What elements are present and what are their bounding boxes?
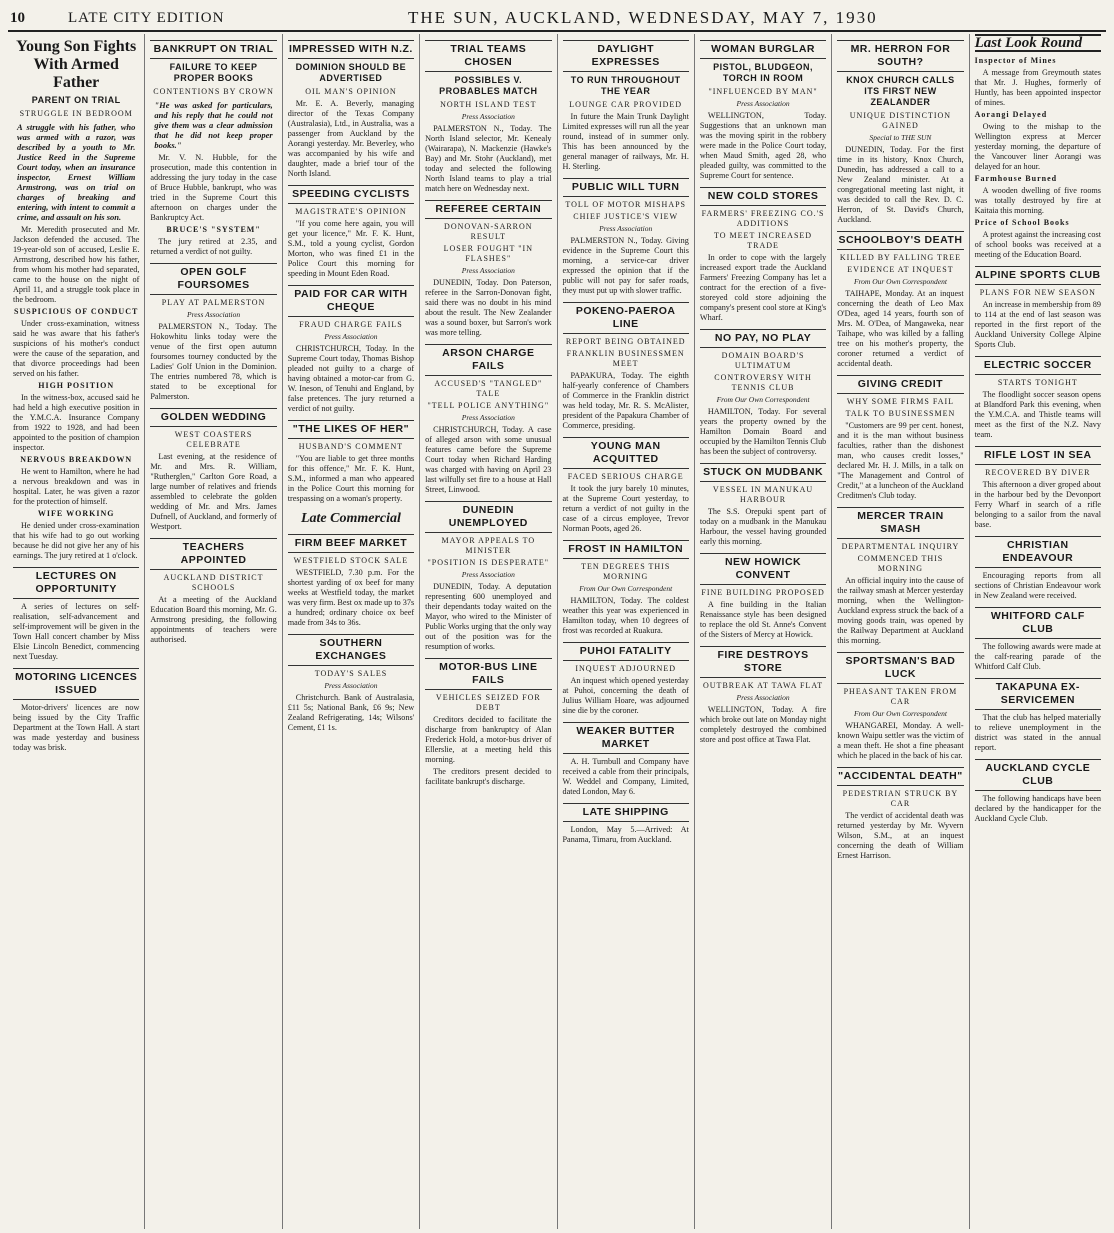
- body-text: PAPAKURA, Today. The eighth half-yearly conference of Chambers of Commerce in the Franklin district was held today, Mr. R. S. McAlister, president of the Papakura Chamber of Commerce, presiding.: [562, 371, 689, 430]
- subheading: BRUCE'S "SYSTEM": [166, 225, 261, 234]
- byline: Press Association: [186, 310, 241, 319]
- subheading: LOSER FOUGHT "IN FLASHES": [443, 244, 533, 263]
- body-text: The verdict of accidental death was returned yesterday by Mr. Wyvern Wilson, S.M., at an inquest concerning the death of William Ernest Harrison.: [837, 811, 964, 860]
- column-6: [695, 34, 832, 1229]
- headline: IMPRESSED WITH N.Z.: [288, 40, 414, 59]
- subheading: PARENT ON TRIAL: [31, 95, 121, 105]
- headline: BANKRUPT ON TRIAL: [150, 40, 276, 59]
- subheading: FACED SERIOUS CHARGE: [567, 472, 684, 481]
- article-motor-bus: [425, 658, 551, 787]
- subheading: "INFLUENCED BY MAN": [708, 87, 818, 96]
- subheading: "POSITION IS DESPERATE": [427, 558, 550, 567]
- article-mudbank: [700, 463, 826, 547]
- subheading: REPORT BEING OBTAINED: [565, 337, 686, 346]
- subheading: OUTBREAK AT TAWA FLAT: [703, 681, 824, 690]
- body-text: DUNEDIN, Today. A deputation representing 600 unemployed and their dependants today waited on the Mayor, who wired to the Minister of Public Works urging that the only way out of the position was for the resumption of works.: [425, 582, 552, 651]
- body-text: The following handicaps have been declared by the handicapper for the Auckland Cycle Club.: [974, 794, 1101, 823]
- body-text: An inquest which opened yesterday at Puhoi, concerning the death of Julius William Hoare, was adjourned sine die by the coroner.: [562, 676, 689, 715]
- headline: Young Son Fights With Armed Father: [16, 38, 137, 91]
- subheading: CONTENTIONS BY CROWN: [153, 87, 274, 96]
- article-accidental-death: [837, 767, 963, 861]
- article-herron: [837, 40, 963, 225]
- article-soccer: [975, 356, 1101, 440]
- byline: Special to THE SUN: [869, 133, 932, 142]
- columns: [8, 34, 1106, 1229]
- article-daylight: [563, 40, 689, 172]
- subheading: TEN DEGREES THIS MORNING: [581, 562, 671, 581]
- article-no-pay: [700, 329, 826, 457]
- byline: From Our Own Correspondent: [716, 395, 810, 404]
- body-text: DUNEDIN, Today. For the first time in its history, Knox Church, Dunedin, has addressed a call to a New Zealand minister. At a congregational meeting last night, it was decided to call the Rev. D. C. Herron, of St. David's Church, Auckland.: [837, 145, 964, 224]
- body-text: A message from Greymouth states that Mr. J. Hughes, formerly of Huntly, has been appointed inspector of mines.: [974, 68, 1101, 107]
- subheading: OIL MAN'S OPINION: [305, 87, 397, 96]
- article-alpine: [975, 266, 1101, 350]
- subheading: PISTOL, BLUDGEON, TORCH IN ROOM: [713, 62, 813, 83]
- article-arson: [425, 344, 551, 495]
- body-text: Mr. E. A. Beverly, managing director of the Texas Company (Australasia), Ltd., in Australia, was a passenger from Auckland by the Aorangi yesterday. Mr. Beverley, who was accompanied by his wife and daughter, made a brief tour of the North Island.: [287, 99, 415, 178]
- newspaper-title: THE SUN, AUCKLAND, WEDNESDAY, MAY 7, 1930: [408, 8, 878, 27]
- subheading: Aorangi Delayed: [974, 110, 1048, 119]
- subheading: WIFE WORKING: [37, 509, 115, 518]
- column-8: [970, 34, 1106, 1229]
- headline: REFEREE CERTAIN: [425, 200, 551, 219]
- subheading: PLANS FOR NEW SEASON: [979, 288, 1096, 297]
- body-text: The creditors present decided to facilitate bankrupt's discharge.: [425, 767, 552, 786]
- subheading: ACCUSED'S "TANGLED" TALE: [434, 379, 543, 398]
- byline: Press Association: [324, 681, 378, 690]
- byline: Press Association: [461, 570, 515, 579]
- article-trial-teams: [425, 40, 551, 194]
- subheading: Farmhouse Burned: [974, 174, 1058, 183]
- body-text: He went to Hamilton, where he had a nervous breakdown and was in hospital. Later, he was given a razor for the protection of himself.: [13, 467, 140, 506]
- body-text: It took the jury barely 10 minutes, at the Supreme Court yesterday, to return a verdict of not guilty in the case of a circus employee, Trevor Norman Poots, aged 26.: [562, 484, 689, 533]
- body-text: The jury retired at 2.35, and returned a verdict of not guilty.: [150, 237, 277, 256]
- article-cheque: [288, 285, 414, 414]
- subheading: INQUEST ADJOURNED: [575, 664, 676, 673]
- byline: From Our Own Correspondent: [579, 584, 673, 593]
- headline: PUHOI FATALITY: [563, 642, 689, 661]
- body-text: WELLINGTON, Today. Suggestions that an unknown man was the moving spirit in the robbery were made in the Police Court today, when Maud Smith, aged 28, who pleaded guilty, was committed to the Supreme Court for sentence.: [699, 111, 827, 180]
- body-text: In future the Main Trunk Daylight Limited expresses will run all the year round, instead of in summer only. This has been announced by the general manager of railways, Mr. H. H. Sterling.: [562, 112, 689, 171]
- masthead: [8, 4, 1106, 32]
- subheading: TODAY'S SALES: [314, 669, 388, 678]
- article-sportsman: [837, 652, 963, 761]
- article-teachers: [150, 538, 276, 645]
- headline: OPEN GOLF FOURSOMES: [150, 263, 276, 295]
- headline: AUCKLAND CYCLE CLUB: [975, 759, 1101, 791]
- article-commercial: [288, 510, 414, 628]
- body-text: PALMERSTON N., Today. Giving evidence in the Supreme Court this morning, a service-car driver expressed the opinion that if the public will not pay for safer roads, they must put up with slower traffic.: [562, 236, 689, 295]
- subheading: UNIQUE DISTINCTION GAINED: [849, 111, 952, 130]
- headline: SCHOOLBOY'S DEATH: [837, 231, 963, 250]
- article-woman-burglar: [700, 40, 826, 181]
- subheading: TOLL OF MOTOR MISHAPS: [565, 200, 687, 209]
- subheading: COMMENCED THIS MORNING: [857, 554, 944, 573]
- headline: FIRE DESTROYS STORE: [700, 646, 826, 678]
- byline: From Our Own Correspondent: [853, 277, 947, 286]
- body-text: A fine building in the Italian Renaissance style has been designed to replace the old St. Anne's Convent of the Sisters of Mercy at Howick.: [699, 600, 827, 639]
- section-heading: Late Commercial: [300, 511, 401, 526]
- headline: DUNEDIN UNEMPLOYED: [425, 501, 551, 533]
- headline: ELECTRIC SOCCER: [975, 356, 1101, 375]
- article-likes-of-her: [288, 420, 414, 504]
- headline: "THE LIKES OF HER": [288, 420, 414, 439]
- subheading: "TELL POLICE ANYTHING": [427, 401, 550, 410]
- byline: Press Association: [324, 332, 378, 341]
- body-text: Mr. V. N. Hubble, for the prosecution, made this contention in addressing the jury today in the case of Bruce Hubble, bankrupt, who was tried in the Supreme Court this afternoon on charges under the Bankruptcy Act.: [150, 153, 277, 222]
- body-text: An increase in membership from 89 to 114 at the end of last season was reported in the first report of the Auckland University College Alpine Sports Club.: [974, 300, 1101, 349]
- body-text: Christchurch. Bank of Australasia, £11 5s; National Bank, £6 9s; New Zealand Refrigerating, 14s; Wilsons' Cement, £1 1s.: [287, 693, 415, 732]
- body-text: London, May 5.—Arrived: At Panama, Timaru, from Auckland.: [562, 825, 689, 844]
- subheading: STRUGGLE IN BEDROOM: [19, 109, 133, 118]
- subheading: KNOX CHURCH CALLS ITS FIRST NEW ZEALANDER: [846, 75, 955, 107]
- column-1: [8, 34, 145, 1229]
- subheading: HUSBAND'S COMMENT: [298, 442, 404, 451]
- lead-paragraph: A struggle with his father, who was armed with a razor, was described by a youth to Mr. Justice Reed in the Supreme Court today, when an insurance inspector, Ernest William Armstrong, was on trial on charges of breaking and entering, with intent to commit a crime, and assault on his son.: [17, 122, 136, 222]
- body-text: CHRISTCHURCH, Today. In the Supreme Court today, Thomas Bishop pleaded not guilty to a charge of having obtained a motor-car from G. W. Ineson, of Tenuhi and England, by false pretences. The jury returned a verdict of not guilty.: [287, 344, 415, 413]
- subheading: TO RUN THROUGHOUT THE YEAR: [570, 75, 681, 96]
- article-exchanges: [288, 634, 414, 733]
- headline: NO PAY, NO PLAY: [700, 329, 826, 348]
- subheading: Inspector of Mines: [974, 56, 1057, 65]
- article-cycle-club: [975, 759, 1101, 824]
- subheading: DONOVAN-SARRON RESULT: [444, 222, 533, 241]
- article-golf: [150, 263, 276, 402]
- body-text: "If you come here again, you will get your licence," Mr. F. K. Hunt, S.M., told a young cyclist, Gordon Morton, who was fined £1 in the Police Court this morning for speeding in Mount Eden Road.: [287, 219, 415, 278]
- subheading: MAGISTRATE'S OPINION: [295, 207, 407, 216]
- edition-label: LATE CITY EDITION: [68, 10, 225, 26]
- subheading: RECOVERED BY DIVER: [985, 468, 1091, 477]
- section-heading: Last Look Round: [975, 34, 1101, 52]
- headline: SOUTHERN EXCHANGES: [288, 634, 414, 666]
- headline: WEAKER BUTTER MARKET: [563, 722, 689, 754]
- headline: WOMAN BURGLAR: [700, 40, 826, 59]
- headline: CHRISTIAN ENDEAVOUR: [975, 536, 1101, 568]
- column-3: [283, 34, 420, 1229]
- subheading: CHIEF JUSTICE'S VIEW: [573, 212, 679, 221]
- headline: FIRM BEEF MARKET: [288, 534, 414, 553]
- headline: FROST IN HAMILTON: [563, 540, 689, 559]
- body-text: That the club has helped materially to relieve unemployment in the district was stated in the annual report.: [974, 713, 1101, 752]
- body-text: HAMILTON, Today. For several years the property owned by the Hamilton Domain Board and occupied by the Hamilton Tennis Club has been the subject of controversy.: [699, 407, 827, 456]
- subheading: PHEASANT TAKEN FROM CAR: [843, 687, 958, 706]
- subheading: MAYOR APPEALS TO MINISTER: [441, 536, 536, 555]
- body-text: Creditors decided to facilitate the discharge from bankruptcy of Alan Frederick Hold, a motor-bus driver of Ellerslie, at a meeting held this morning.: [425, 715, 552, 764]
- subheading: VESSEL IN MANUKAU HARBOUR: [712, 485, 814, 504]
- body-text: A protest against the increasing cost of school books was received at a meeting of the Education Board.: [974, 230, 1101, 259]
- body-text: Mr. Meredith prosecuted and Mr. Jackson defended the accused. The 19-year-old son of accused, Leslie E. Armstrong, described how his father, from whom his mother had separated, came to the house on the night of April 11, and a struggle took place in the bedroom.: [13, 225, 140, 304]
- body-text: A wooden dwelling of five rooms was totally destroyed by fire at Kaitaia this morning.: [974, 186, 1101, 215]
- headline: MR. HERRON FOR SOUTH?: [837, 40, 963, 72]
- headline: WHITFORD CALF CLUB: [975, 607, 1101, 639]
- body-text: WHANGAREI, Monday. A well-known Waipu settler was the victim of a mean theft. He shot a fine pheasant which he placed in the back of his car.: [837, 721, 964, 760]
- body-text: The S.S. Orepuki spent part of today on a mudbank in the Manukau Harbour, the vessel having grounded early this morning.: [699, 507, 827, 546]
- subheading: CONTROVERSY WITH TENNIS CLUB: [714, 373, 812, 392]
- article-bankrupt: [150, 40, 276, 257]
- headline: ALPINE SPORTS CLUB: [975, 266, 1101, 285]
- subheading: LOUNGE CAR PROVIDED: [569, 100, 683, 109]
- body-text: WESTFIELD, 7.30 p.m. For the shortest yarding of ox beef for many weeks at Westfield today, the market was very firm. Best ox made up to 37s a hundred; ordinary choice ox beef made from 34s to 36s.: [287, 568, 415, 627]
- page-number: 10: [10, 10, 25, 26]
- subheading: FINE BUILDING PROPOSED: [701, 588, 825, 597]
- byline: Press Association: [736, 99, 790, 108]
- headline: TAKAPUNA EX-SERVICEMEN: [975, 678, 1101, 710]
- headline: PUBLIC WILL TURN: [563, 178, 689, 197]
- subheading: POSSIBLES V. PROBABLES MATCH: [439, 75, 538, 96]
- subheading: Price of School Books: [974, 218, 1070, 227]
- headline: GIVING CREDIT: [837, 375, 963, 394]
- subheading: STARTS TONIGHT: [997, 378, 1078, 387]
- body-text: The floodlight soccer season opens at Blandford Park this evening, when the Y.M.C.A. and Thistle teams will meet as the first of the N.Z. Navy team.: [974, 390, 1101, 439]
- headline: MOTOR-BUS LINE FAILS: [425, 658, 551, 690]
- subheading: FRANKLIN BUSINESSMEN MEET: [566, 349, 685, 368]
- subheading: WEST COASTERS CELEBRATE: [174, 430, 253, 449]
- article-credit: [837, 375, 963, 501]
- article-takapuna: [975, 678, 1101, 753]
- body-text: "Customers are 99 per cent. honest, and it is the man without business faculties, rather than the dishonest man, who causes credit losses," declared Mr. H. J. Mills, in a talk on "The Management and Control of Credit," at a luncheon of the Auckland Creditmen's Club today.: [837, 421, 964, 500]
- article-acquitted: [563, 437, 689, 534]
- body-text: DUNEDIN, Today. Don Paterson, referee in the Sarron-Donovan fight, said there was no doubt in his mind about the result. The New Zealander was a sound boxer, but Sarron's work was more telling.: [425, 278, 552, 337]
- byline: Press Association: [461, 266, 515, 275]
- column-4: [420, 34, 557, 1229]
- article-young-son: [13, 38, 139, 561]
- headline: GOLDEN WEDDING: [150, 408, 276, 427]
- body-text: PALMERSTON N., Today. The North Island selector, Mr. Kenealy (Wairarapa), N. Mackenzie (Hawke's Bay) and Mr. Stohr (Auckland), met today and selected the following North Island teams to play a trial match here on Wednesday next.: [425, 124, 552, 193]
- article-lectures: [13, 567, 139, 662]
- subheading: FARMERS' FREEZING CO.'S ADDITIONS: [701, 209, 825, 228]
- article-golden-wedding: [150, 408, 276, 532]
- column-2: [145, 34, 282, 1229]
- article-howick: [700, 553, 826, 640]
- body-text: Under cross-examination, witness said he was aware that his father's suspicions of his mother's conduct were the cause of the separation, and that divorce proceedings had been served on his father.: [13, 319, 140, 378]
- body-text: Motor-drivers' licences are now being issued by the City Traffic Department at the Town Hall. A start was made yesterday and business today was brisk.: [13, 703, 140, 752]
- subheading: NORTH ISLAND TEST: [440, 100, 537, 109]
- subheading: HIGH POSITION: [38, 381, 115, 390]
- subheading: TO MEET INCREASED TRADE: [714, 231, 813, 250]
- subheading: DEPARTMENTAL INQUIRY: [841, 542, 960, 551]
- body-text: In the witness-box, accused said he had held a high executive position in the Y.M.C.A. Insurance Company from 1922 to 1928, and had been appointed to the position of champion inspector.: [13, 393, 140, 452]
- headline: SPORTSMAN'S BAD LUCK: [837, 652, 963, 684]
- article-puhoi: [563, 642, 689, 716]
- body-text: Encouraging reports from all sections of Christian Endeavour work in New Zealand were received.: [974, 571, 1101, 600]
- subheading: TALK TO BUSINESSMEN: [845, 409, 956, 418]
- body-text: HAMILTON, Today. The coldest weather this year was experienced in Hamilton today, when 10 degrees of frost was recorded at Ruakura.: [562, 596, 689, 635]
- headline: LATE SHIPPING: [563, 803, 689, 822]
- byline: Press Association: [599, 224, 653, 233]
- headline: TEACHERS APPOINTED: [150, 538, 276, 570]
- headline: POKENO-PAEROA LINE: [563, 302, 689, 334]
- body-text: In order to cope with the largely increased export trade the Auckland Farmers' Freezing Company has let a contract for the erection of a five-storeyed cold store adjoining the company's present cool store at King's Wharf.: [699, 253, 827, 322]
- headline: LECTURES ON OPPORTUNITY: [13, 567, 139, 599]
- body-text: TAIHAPE, Monday. At an inquest concerning the death of Leo Max O'Dea, aged 14 years, fourth son of Mrs. M. O'Dea, of Mangaweka, near Taihape, who was killed by a falling tree on his mother's property, the coroner returned a verdict of accidental death.: [837, 289, 964, 368]
- headline: NEW COLD STORES: [700, 187, 826, 206]
- body-text: A series of lectures on self-realisation, self-advancement and self-improvement will be given in the Town Hall concert chamber by Miss Elsie Lincoln Benedict, commencing next Tuesday.: [13, 602, 140, 661]
- article-cyclists: [288, 185, 414, 279]
- article-pokeno: [563, 302, 689, 431]
- article-referee: [425, 200, 551, 338]
- article-cold-stores: [700, 187, 826, 323]
- article-rifle: [975, 446, 1101, 530]
- subheading: WHY SOME FIRMS FAIL: [846, 397, 955, 406]
- headline: "ACCIDENTAL DEATH": [837, 767, 963, 786]
- subheading: WESTFIELD STOCK SALE: [293, 556, 409, 565]
- headline: MERCER TRAIN SMASH: [837, 507, 963, 539]
- article-calf-club: [975, 607, 1101, 672]
- body-text: Last evening, at the residence of Mr. and Mrs. R. William, "Rutherglen," Carlton Gore Road, a large number of relatives and friends assembled to celebrate the golden wedding of Mr. and Mrs. James Dufnell, of Auckland, and formerly of Westport.: [150, 452, 277, 531]
- subheading: VEHICLES SEIZED FOR DEBT: [435, 693, 541, 712]
- article-shipping: [563, 803, 689, 845]
- byline: Press Association: [736, 693, 790, 702]
- headline: PAID FOR CAR WITH CHEQUE: [288, 285, 414, 317]
- body-text: CHRISTCHURCH, Today. A case of alleged arson with some unusual features came before the Supreme Court today when Richard Harding was charged with having on April 23 last wilfully set fire to a house at Hall Street, Linwood.: [425, 425, 552, 494]
- body-text: Owing to the mishap to the Wellington express at Mercer yesterday morning, the departure of the Vancouver liner Aorangi was delayed for an hour.: [974, 122, 1101, 171]
- body-text: The following awards were made at the calf-rearing parade of the Whitford Calf Club.: [974, 642, 1101, 671]
- column-7: [832, 34, 969, 1229]
- headline: ARSON CHARGE FAILS: [425, 344, 551, 376]
- subheading: FRAUD CHARGE FAILS: [299, 320, 403, 329]
- subheading: PEDESTRIAN STRUCK BY CAR: [842, 789, 959, 808]
- body-text: An official inquiry into the cause of the railway smash at Mercer yesterday morning, when the Wellington-Auckland express struck the back of a moving goods train, was opened by the Railway Department at Auckland this morning.: [837, 576, 964, 645]
- headline: YOUNG MAN ACQUITTED: [563, 437, 689, 469]
- body-text: PALMERSTON N., Today. The Hokowhitu links today were the venue of the first open autumn foursomes tourney conducted by the Ladies' Golf Union in the Dominion. The entries numbered 78, which is stated to be exceptional for Palmerston.: [150, 322, 277, 401]
- subheading: PLAY AT PALMERSTON: [161, 298, 266, 307]
- subheading: DOMINION SHOULD BE ADVERTISED: [295, 62, 407, 83]
- subheading: NERVOUS BREAKDOWN: [20, 455, 133, 464]
- body-text: WELLINGTON, Today. A fire which broke out late on Monday night completely destroyed the combined store and post office at Tawa Flat.: [699, 705, 827, 744]
- body-text: "You are liable to get three months for this offence," Mr. F. K. Hunt, S.M., informed a man who appeared in the Police Court this morning for trespassing on a woman's property.: [287, 454, 415, 503]
- subheading: DOMAIN BOARD'S ULTIMATUM: [721, 351, 805, 370]
- lead-paragraph: "He was asked for particulars, and his reply that he could not give them was a clear admission that he did not keep proper books.": [154, 100, 273, 150]
- article-impressed: [288, 40, 414, 179]
- article-mercer: [837, 507, 963, 646]
- article-last-look: [975, 34, 1101, 260]
- headline: STUCK ON MUDBANK: [700, 463, 826, 482]
- body-text: A. H. Turnbull and Company have received a cable from their principals, W. Weddel and Company, Limited, dated London, May 6.: [562, 757, 689, 796]
- article-butter: [563, 722, 689, 797]
- article-schoolboy: [837, 231, 963, 369]
- body-text: This afternoon a diver groped about in the harbour bed by the Devonport Ferry Wharf in search of a rifle belonging to a sailor from the naval base.: [974, 480, 1101, 529]
- subheading: AUCKLAND DISTRICT SCHOOLS: [163, 573, 264, 592]
- subheading: KILLED BY FALLING TREE: [839, 253, 962, 262]
- subheading: EVIDENCE AT INQUEST: [847, 265, 954, 274]
- byline: Press Association: [461, 413, 515, 422]
- byline: From Our Own Correspondent: [853, 709, 947, 718]
- article-christian-endeavour: [975, 536, 1101, 601]
- headline: DAYLIGHT EXPRESSES: [563, 40, 689, 72]
- column-5: [558, 34, 695, 1229]
- headline: RIFLE LOST IN SEA: [975, 446, 1101, 465]
- body-text: At a meeting of the Auckland Education Board this morning, Mr. G. Armstrong presiding, the following appointments of teachers were authorised.: [150, 595, 277, 644]
- headline: MOTORING LICENCES ISSUED: [13, 668, 139, 700]
- article-fire: [700, 646, 826, 745]
- subheading: FAILURE TO KEEP PROPER BOOKS: [169, 62, 258, 83]
- byline: Press Association: [461, 112, 515, 121]
- headline: TRIAL TEAMS CHOSEN: [425, 40, 551, 72]
- headline: NEW HOWICK CONVENT: [700, 553, 826, 585]
- article-frost: [563, 540, 689, 636]
- body-text: He denied under cross-examination that his wife had to go out working because he did not give her any of his earnings. The jury retired at 1 o'clock.: [13, 521, 140, 560]
- headline: SPEEDING CYCLISTS: [288, 185, 414, 204]
- article-public-will-turn: [563, 178, 689, 296]
- subheading: SUSPICIOUS OF CONDUCT: [14, 307, 139, 316]
- article-unemployed: [425, 501, 551, 652]
- article-motoring: [13, 668, 139, 753]
